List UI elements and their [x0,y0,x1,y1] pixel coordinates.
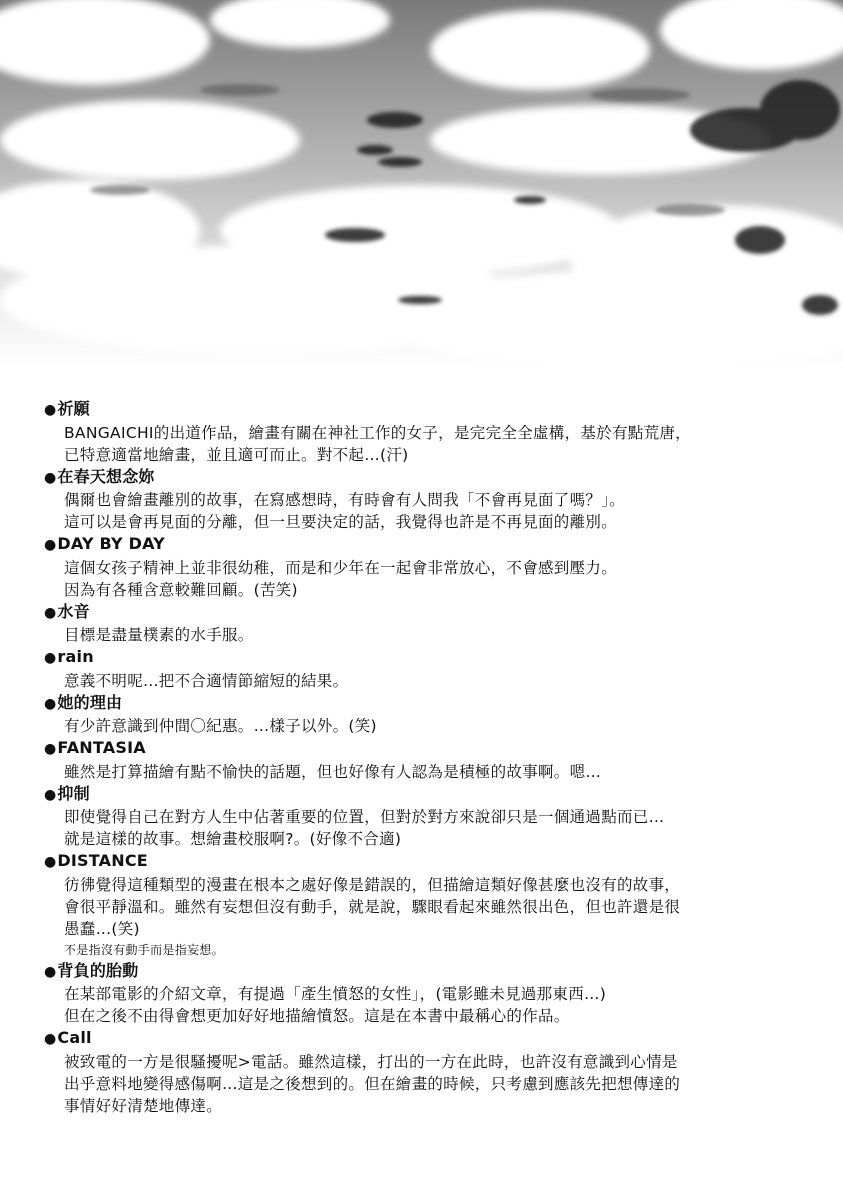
entry-title [44,466,814,490]
entry-body [44,489,814,533]
entry-line: BANGAICHI的出道作品，繪畫有關在神社工作的女子，是完完全全虛構，基於有點荒唐， [64,423,691,442]
entry-line: 雖然是打算描繪有點不愉快的話題，但也好像有人認為是積極的故事啊。嗯… [64,762,602,781]
entry-line: 就是這樣的故事。想繪畫校服啊?。(好像不合適) [64,830,402,848]
note-entry [44,850,814,960]
note-entry [44,692,814,738]
entry-title-text: rain [57,647,94,666]
afterword-notes [44,398,814,1117]
entry-line: 即使覺得自己在對方人生中佔著重要的位置，但對於對方來說卻只是一個通過點而已… [64,808,665,826]
note-entry [44,398,814,466]
note-entry [44,646,814,692]
entry-body [44,715,814,737]
entry-line: 但在之後不由得會想更加好好地描繪憤怒。這是在本書中最稱心的作品。 [64,1007,570,1025]
entry-title [44,1027,814,1051]
entry-title-text: 背負的胎動 [57,960,139,980]
entry-footnote: 不是指沒有動手而是指妄想。 [64,942,224,957]
entry-title [44,783,814,807]
entry-title [44,601,814,625]
entry-body [44,761,814,783]
bullet-icon: ● [44,786,57,803]
bullet-icon: ● [44,537,57,553]
entry-title-text: 她的理由 [57,692,123,712]
entry-title [44,850,814,874]
entry-line: 有少許意識到仲間〇紀惠。…樣子以外。(笑) [64,717,377,735]
bullet-icon: ● [44,963,57,980]
entry-line: 出乎意料地變得感傷啊…這是之後想到的。但在繪畫的時候，只考慮到應該先把想傳達的 [64,1074,681,1093]
bullet-icon: ● [44,650,57,666]
entry-line: 目標是盡量樸素的水手服。 [64,626,254,644]
bullet-icon: ● [44,604,57,621]
entry-body [44,983,814,1027]
bullet-icon: ● [44,469,57,486]
entry-line: 彷彿覺得這種類型的漫畫在根本之處好像是錯誤的，但描繪這類好像甚麼也沒有的故事， [64,875,681,894]
entry-title [44,737,814,761]
note-entry [44,783,814,851]
entry-title [44,646,814,670]
entry-line: 偶爾也會繪畫離別的故事，在寫感想時，有時會有人問我「不會再見面了嗎？」。 [64,491,626,509]
bullet-icon: ● [44,1031,57,1047]
entry-line: 愚蠢…(笑) [64,919,140,938]
entry-line: 因為有各種含意較難回顧。(苦笑) [64,580,298,599]
entry-title-text: 祈願 [57,399,90,418]
entry-line: 被致電的一方是很騷擾呢>電話。雖然這樣，打出的一方在此時，也許沒有意識到心情是 [64,1052,678,1071]
bullet-icon: ● [44,402,57,418]
bullet-icon: ● [44,854,57,870]
entry-title-text: 在春天想念妳 [57,466,155,486]
entry-body [44,806,814,850]
entry-body [44,874,814,960]
entry-line: 意義不明呢…把不合適情節縮短的結果。 [64,671,349,690]
note-entry [44,1027,814,1117]
note-entry [44,601,814,647]
entry-body [44,557,814,601]
entry-body [44,670,814,692]
entry-title [44,533,814,557]
entry-title-text: FANTASIA [57,738,146,757]
entry-body [44,422,814,466]
entry-title [44,960,814,984]
entry-title-text: 水音 [57,601,90,621]
note-entry [44,737,814,783]
bullet-icon: ● [44,695,57,712]
entry-title-text: Call [57,1028,92,1047]
entry-line: 這可以是會再見面的分離，但一旦要決定的話，我覺得也許是不再見面的離別。 [64,513,618,531]
entry-line: 已特意適當地繪畫，並且適可而止。對不起…(汗) [64,445,409,464]
entry-title-text: DISTANCE [57,851,148,870]
sky-illustration [0,0,843,370]
entry-line: 會很平靜溫和。雖然有妄想但沒有動手，就是說，驟眼看起來雖然很出色，但也許還是很 [64,897,681,916]
entry-line: 事情好好清楚地傳達。 [64,1096,223,1115]
note-entry [44,466,814,534]
entry-line: 在某部電影的介紹文章，有提過「產生憤怒的女性」，(電影雖未見過那東西…) [64,985,607,1003]
entry-line: 這個女孩子精神上並非很幼稚，而是和少年在一起會非常放心，不會感到壓力。 [64,558,618,577]
entry-title-text: DAY BY DAY [57,534,165,553]
entry-body [44,624,814,646]
entry-body [44,1051,814,1117]
entry-title-text: 抑制 [57,783,90,803]
note-entry [44,960,814,1028]
bullet-icon: ● [44,741,57,757]
entry-title [44,692,814,716]
entry-title [44,398,814,422]
note-entry [44,533,814,601]
